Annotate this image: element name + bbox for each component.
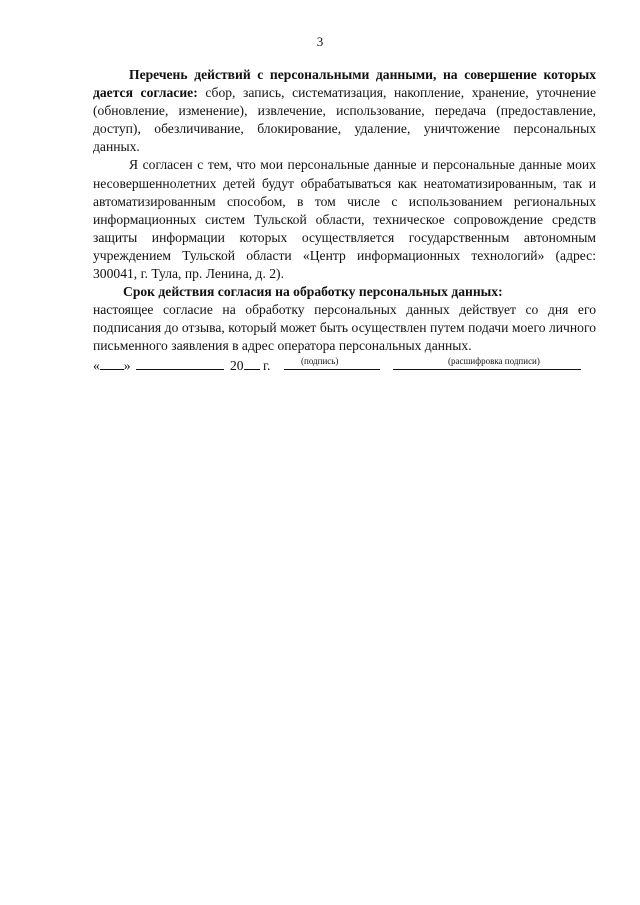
year-blank[interactable] [244,356,260,370]
day-blank[interactable] [100,356,124,370]
decoding-caption: (расшифровка подписи) [448,355,540,366]
consent-paragraph: Я согласен с тем, что мои персональные данные и персональные данные моих несовершеннолетних детей будут обрабатываться как неатоматизированным, так и автоматизированным способом, в том числе с использованием региональных информационных систем Тульской области, техническое сопровождение средств защиты информации которых осуществляется государственным автономным учреждением Тульской области «Центр информационных технологий» (адрес: 300041, г. Тула, пр. Ленина, д. 2). [93,157,596,282]
document-body [93,66,596,374]
actions-paragraph [93,66,596,156]
validity-paragraph: настоящее согласие на обработку персональных данных действует со дня его подписания до отзыва, который может быть осуществлен путем подачи моего личного письменного заявления в адрес оператора персональных данных. [93,302,596,354]
validity-heading: Срок действия согласия на обработку персональных данных: [123,284,503,300]
signature-caption: (подпись) [301,355,339,366]
actions-heading: Перечень действий с персональными данными, на совершение которых дается согласие: [93,67,596,101]
signature-row [93,356,596,374]
actions-text: сбор, запись, систематизация, накопление, хранение, уточнение (обновление, изменение), извлечение, использование, передача (предоставление, доступ), обезличивание, блокирование, удаление, уничтожение персональных данных. [93,85,596,155]
date-year: 20 г. [230,357,271,373]
page-number: 3 [316,34,324,49]
date-day: « » [93,357,131,373]
month-blank[interactable] [136,356,224,370]
